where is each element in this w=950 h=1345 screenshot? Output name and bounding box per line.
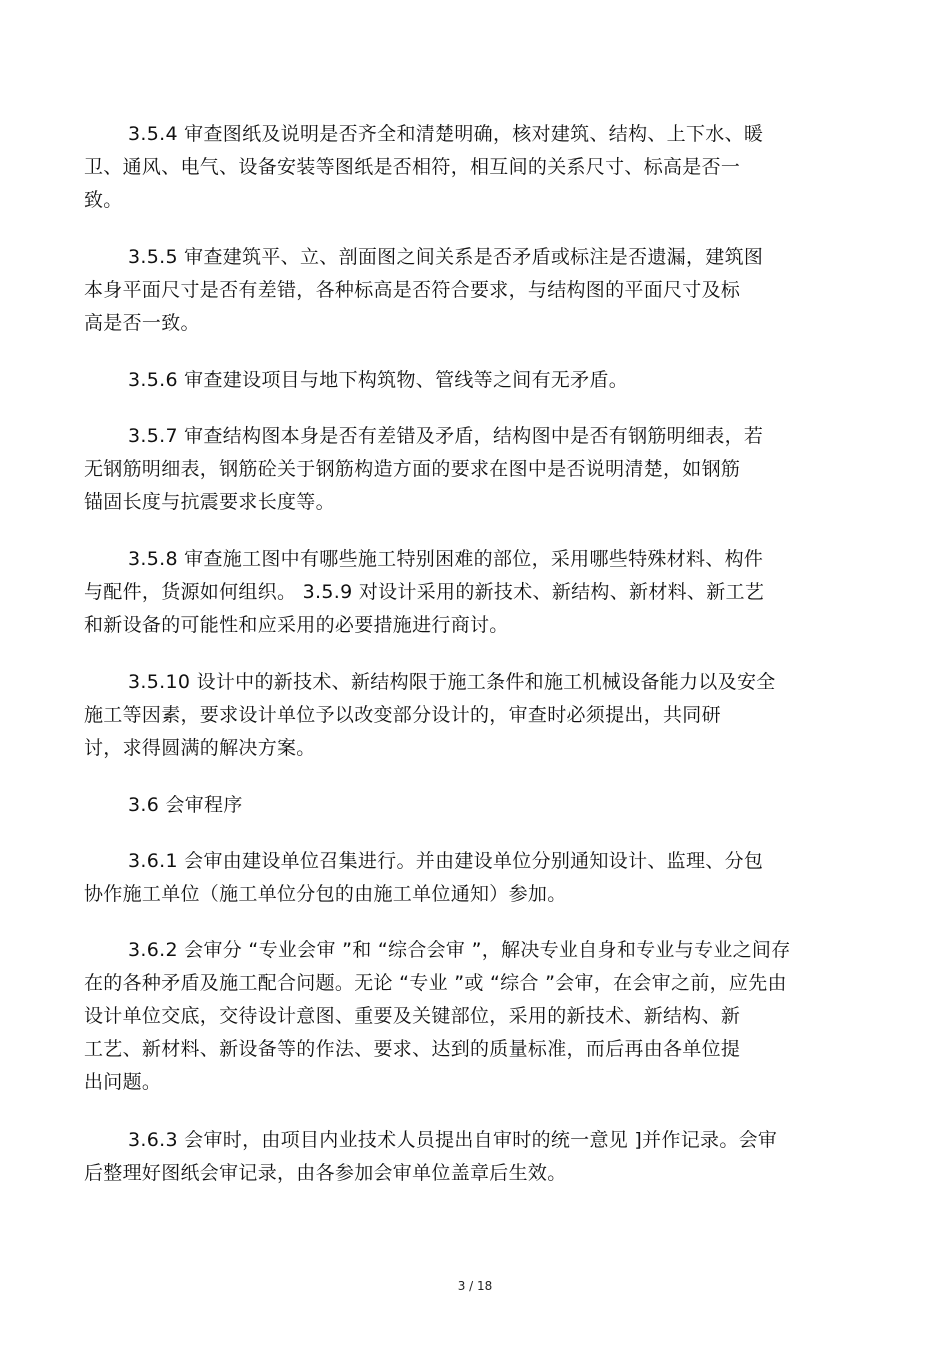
text-line: 无钢筋明细表，钢筋砼关于钢筋构造方面的要求在图中是否说明清楚，如钢筋 [84, 458, 741, 480]
paragraph-3-5-7 [84, 420, 864, 519]
text-line: 3.5.10 设计中的新技术、新结构限于施工条件和施工机械设备能力以及安全 [128, 671, 776, 693]
text-line: 工艺、新材料、新设备等的作法、要求、达到的质量标准，而后再由各单位提 [84, 1038, 741, 1060]
text-line: 施工等因素，要求设计单位予以改变部分设计的，审查时必须提出，共同研 [84, 704, 721, 726]
text-line: 3.5.4 审查图纸及说明是否齐全和清楚明确，核对建筑、结构、上下水、暖 [128, 123, 764, 145]
text-line: 讨，求得圆满的解决方案。 [84, 737, 316, 759]
paragraph-3-6-1 [84, 845, 864, 911]
text-line: 3.5.6 审查建设项目与地下构筑物、管线等之间有无矛盾。 [128, 369, 629, 391]
paragraph-3-5-6 [84, 364, 864, 397]
text-line: 出问题。 [84, 1071, 162, 1093]
text-line: 高是否一致。 [84, 312, 200, 334]
text-line: 卫、通风、电气、设备安装等图纸是否相符，相互间的关系尺寸、标高是否一 [84, 156, 741, 178]
paragraph-3-5-10 [84, 666, 864, 765]
text-line: 设计单位交底，交待设计意图、重要及关键部位，采用的新技术、新结构、新 [84, 1005, 741, 1027]
paragraph-3-6-3 [84, 1124, 864, 1190]
text-line: 3.5.5 审查建筑平、立、剖面图之间关系是否矛盾或标注是否遗漏，建筑图 [128, 246, 764, 268]
text-line: 后整理好图纸会审记录，由各参加会审单位盖章后生效。 [84, 1162, 567, 1184]
text-line: 本身平面尺寸是否有差错，各种标高是否符合要求，与结构图的平面尺寸及标 [84, 279, 741, 301]
paragraph-3-6-2 [84, 934, 864, 1099]
text-line: 3.6.2 会审分 “专业会审 ”和 “综合会审 ”，解决专业自身和专业与专业之间存 [128, 939, 791, 961]
text-line: 致。 [84, 189, 123, 211]
text-line: 和新设备的可能性和应采用的必要措施进行商讨。 [84, 614, 509, 636]
section-heading: 3.6 会审程序 [128, 794, 243, 816]
section-heading-3-6 [84, 789, 864, 822]
text-line: 在的各种矛盾及施工配合问题。无论 “专业 ”或 “综合 ”会审，在会审之前，应先由 [84, 972, 787, 994]
text-line: 3.5.7 审查结构图本身是否有差错及矛盾，结构图中是否有钢筋明细表，若 [128, 425, 764, 447]
text-line: 协作施工单位（施工单位分包的由施工单位通知）参加。 [84, 883, 567, 905]
text-line: 3.6.3 会审时，由项目内业技术人员提出自审时的统一意见 ]并作记录。会审 [128, 1129, 778, 1151]
text-line: 与配件，货源如何组织。 3.5.9 对设计采用的新技术、新结构、新材料、新工艺 [84, 581, 765, 603]
page-number: 3 / 18 [457, 1279, 493, 1293]
paragraph-3-5-4 [84, 118, 864, 217]
text-line: 锚固长度与抗震要求长度等。 [84, 491, 335, 513]
text-line: 3.5.8 审查施工图中有哪些施工特别困难的部位，采用哪些特殊材料、构件 [128, 548, 764, 570]
paragraph-3-5-8 [84, 543, 864, 642]
paragraph-3-5-5 [84, 241, 864, 340]
text-line: 3.6.1 会审由建设单位召集进行。并由建设单位分别通知设计、监理、分包 [128, 850, 764, 872]
